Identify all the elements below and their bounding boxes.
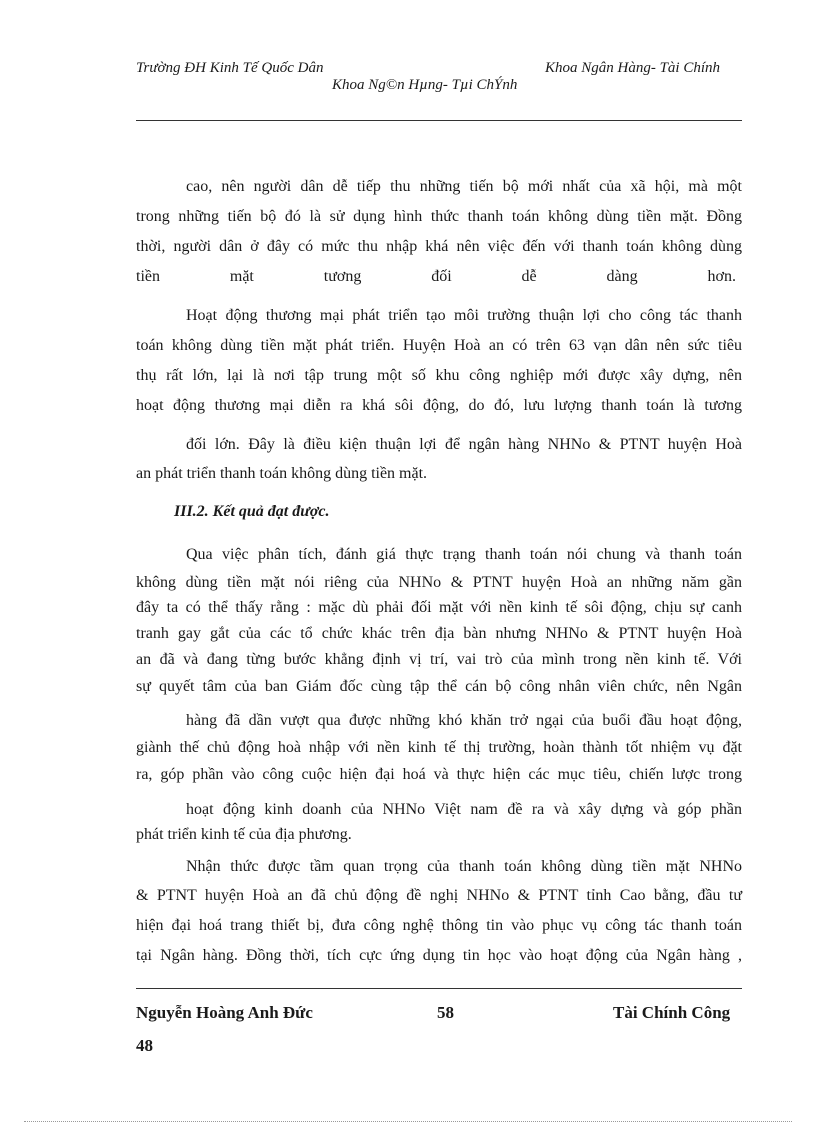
body-line: hoạt động kinh doanh của NHNo Việt nam đề ra và xây dựng và góp phần [186, 801, 742, 818]
header-school: Trường ĐH Kinh Tế Quốc Dân [136, 60, 324, 76]
footer-page-number: 58 [437, 1003, 454, 1022]
body-line: hiện đại hoá trang thiết bị, đưa công nghệ thông tin vào phục vụ công tác thanh toán [136, 917, 742, 934]
body-line: an đã và đang từng bước khẳng định vị trí, vai trò của mình trong nền kinh tế. Với [136, 651, 742, 668]
body-line: Nhận thức được tầm quan trọng của thanh toán không dùng tiền mặt NHNo [186, 858, 742, 875]
body-line: an phát triển thanh toán không dùng tiền mặt. [136, 465, 428, 482]
body-line: tại Ngân hàng. Đồng thời, tích cực ứng dụng tin học vào hoạt động của Ngân hàng , [136, 947, 742, 964]
body-line: đối lớn. Đây là điều kiện thuận lợi để ngân hàng NHNo & PTNT huyện Hoà [186, 436, 742, 453]
body-line: hoạt động thương mại diễn ra khá sôi động, do đó, lưu lượng thanh toán là tương [136, 397, 742, 414]
footer-extra-number: 48 [136, 1036, 153, 1055]
section-heading: III.2. Kết quả đạt được. [174, 503, 330, 520]
body-line: hàng đã dần vượt qua được những khó khăn trở ngại của buổi đầu hoạt động, [186, 712, 742, 729]
body-line: & PTNT huyện Hoà an đã chủ động đề nghị NHNo & PTNT tỉnh Cao bằng, đầu tư [136, 887, 742, 904]
body-line: thụ rất lớn, lại là nơi tập trung một số khu công nghiệp mới được xây dựng, nên [136, 367, 742, 384]
body-line: ra, góp phần vào công cuộc hiện đại hoá và thực hiện các mục tiêu, chiến lược trong [136, 766, 742, 783]
page-edge-divider [24, 1121, 792, 1122]
body-line: không dùng tiền mặt nói riêng của NHNo & PTNT huyện Hoà an những năm gần [136, 574, 742, 591]
footer-course: Tài Chính Công [613, 1003, 731, 1022]
header-faculty: Khoa Ngân Hàng- Tài Chính [545, 60, 721, 76]
body-line: Hoạt động thương mại phát triển tạo môi trường thuận lợi cho công tác thanh [186, 307, 742, 324]
header-rule [136, 120, 742, 121]
header-faculty-garbled: Khoa Ng©n Hµng- Tµi ChÝnh [332, 77, 518, 93]
body-line: Qua việc phân tích, đánh giá thực trạng thanh toán nói chung và thanh toán [186, 546, 742, 563]
body-line: tiền mặt tương đối dễ dàng hơn. [136, 268, 736, 285]
body-line: cao, nên người dân dễ tiếp thu những tiến bộ mới nhất của xã hội, mà một [186, 178, 742, 195]
footer-rule [136, 988, 742, 989]
body-line: trong những tiến bộ đó là sử dụng hình thức thanh toán không dùng tiền mặt. Đồng [136, 208, 742, 225]
body-line: thời, người dân ở đây có mức thu nhập khá nên việc đến với thanh toán không dùng [136, 238, 742, 255]
body-line: đây ta có thể thấy rằng : mặc dù phải đối mặt với nền kinh tế sôi động, chịu sự canh [136, 599, 742, 616]
body-line: giành thế chủ động hoà nhập với nền kinh tế thị trường, hoàn thành tốt nhiệm vụ đặt [136, 739, 742, 756]
body-line: toán không dùng tiền mặt phát triển. Huyện Hoà an có trên 63 vạn dân nên sức tiêu [136, 337, 742, 354]
body-line: sự quyết tâm của ban Giám đốc cùng tập thể cán bộ công nhân viên chức, nên Ngân [136, 678, 742, 695]
footer-author: Nguyễn Hoàng Anh Đức [136, 1003, 313, 1022]
body-line: phát triển kinh tế của địa phương. [136, 826, 352, 843]
body-line: tranh gay gắt của các tổ chức khác trên địa bàn nhưng NHNo & PTNT huyện Hoà [136, 625, 742, 642]
